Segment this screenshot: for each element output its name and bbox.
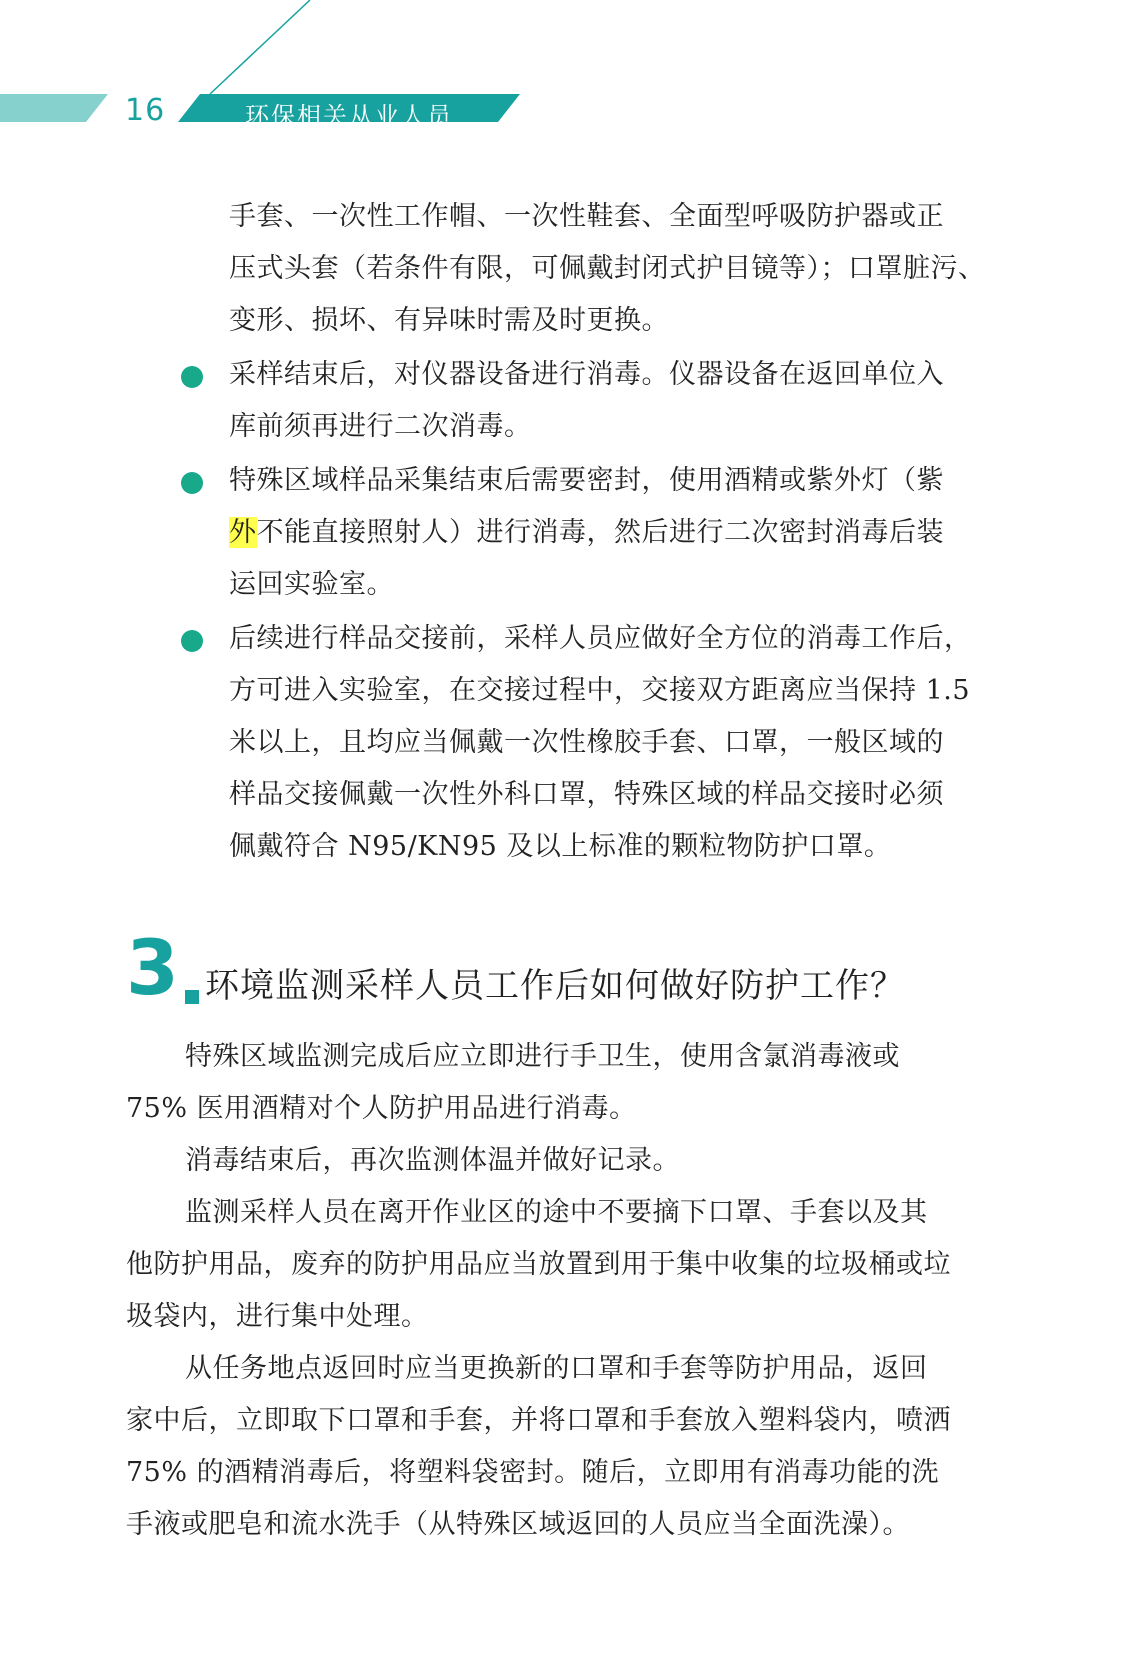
bullet-text-line: 方可进入实验室，在交接过程中，交接双方距离应当保持 1.5 — [229, 675, 971, 706]
paragraph-line: 75% 的酒精消毒后，将塑料袋密封。随后，立即用有消毒功能的洗 — [126, 1457, 940, 1488]
bullet-text-line: 运回实验室。 — [229, 569, 394, 600]
paragraph-line: 特殊区域监测完成后应立即进行手卫生，使用含氯消毒液或 — [185, 1041, 900, 1072]
bullet-text-line — [229, 516, 944, 550]
bullet-text-line: 米以上，且均应当佩戴一次性橡胶手套、口罩，一般区域的 — [229, 727, 944, 758]
section-number-dot — [185, 990, 199, 1004]
bullet-dot-icon — [181, 366, 203, 388]
bullet-text-line: 佩戴符合 N95/KN95 及以上标准的颗粒物防护口罩。 — [229, 831, 892, 862]
paragraph-line: 监测采样人员在离开作业区的途中不要摘下口罩、手套以及其 — [185, 1197, 928, 1228]
text-line: 变形、损坏、有异味时需及时更换。 — [229, 305, 669, 336]
bullet-text-line: 样品交接佩戴一次性外科口罩，特殊区域的样品交接时必须 — [229, 779, 944, 810]
bullet-text-line: 后续进行样品交接前，采样人员应做好全方位的消毒工作后， — [229, 623, 972, 654]
paragraph-line: 他防护用品，废弃的防护用品应当放置到用于集中收集的垃圾桶或垃 — [126, 1249, 951, 1280]
section-title: 环境监测采样人员工作后如何做好防护工作？ — [205, 966, 905, 1006]
bullet-text-line: 采样结束后，对仪器设备进行消毒。仪器设备在返回单位入 — [229, 359, 944, 390]
text-span: 不能直接照射人）进行消毒，然后进行二次密封消毒后装 — [256, 517, 944, 548]
bullet-text-line: 库前须再进行二次消毒。 — [229, 411, 532, 442]
bullet-dot-icon — [181, 630, 203, 652]
paragraph-line: 圾袋内，进行集中处理。 — [126, 1301, 429, 1332]
bullet-dot-icon — [181, 472, 203, 494]
text-line: 手套、一次性工作帽、一次性鞋套、全面型呼吸防护器或正 — [229, 201, 944, 232]
header-title: 环保相关从业人员 — [245, 102, 453, 130]
paragraph-line: 手液或肥皂和流水洗手（从特殊区域返回的人员应当全面洗澡）。 — [126, 1509, 910, 1540]
paragraph-line: 75% 医用酒精对个人防护用品进行消毒。 — [126, 1093, 637, 1124]
bullet-text-line: 特殊区域样品采集结束后需要密封，使用酒精或紫外灯（紫 — [229, 465, 944, 496]
header-decoration — [0, 0, 1142, 140]
page-number: 16 — [125, 93, 166, 128]
section-number: 3 — [126, 923, 179, 1012]
paragraph-line: 消毒结束后，再次监测体温并做好记录。 — [185, 1145, 680, 1176]
text-line: 压式头套（若条件有限，可佩戴封闭式护目镜等）；口罩脏污、 — [229, 253, 986, 284]
paragraph-line: 家中后，立即取下口罩和手套，并将口罩和手套放入塑料袋内，喷洒 — [126, 1405, 951, 1436]
highlighted-text: 外 — [229, 517, 257, 548]
paragraph-line: 从任务地点返回时应当更换新的口罩和手套等防护用品，返回 — [185, 1353, 928, 1384]
